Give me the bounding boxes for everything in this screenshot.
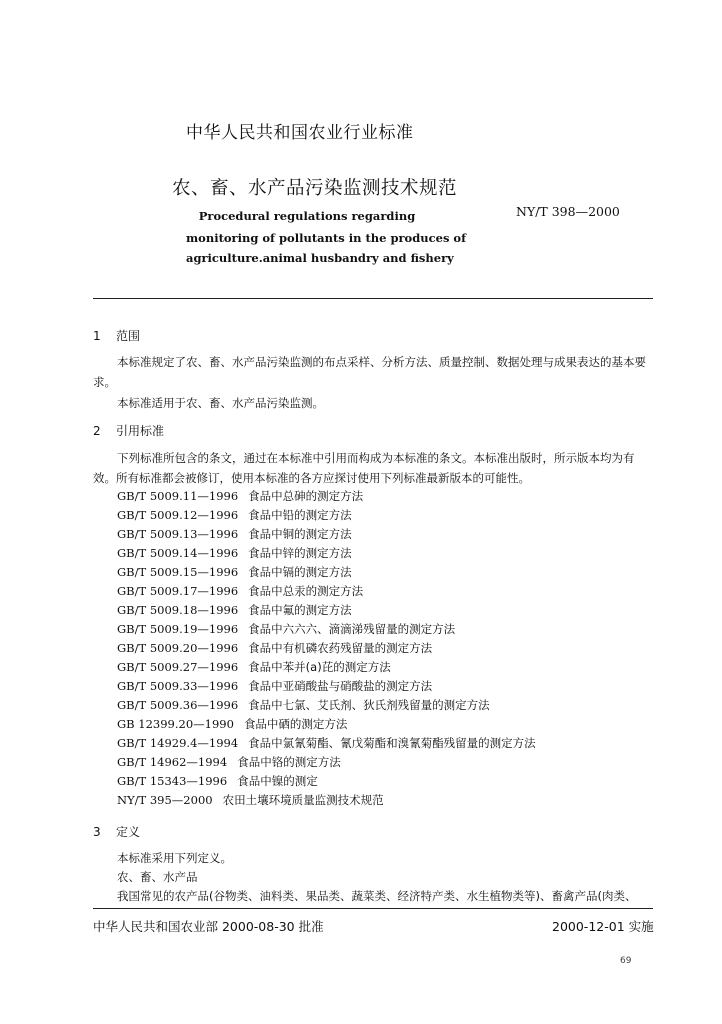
reference-code: GB/T 14929.4—1994 — [117, 736, 239, 750]
reference-code: NY/T 395—2000 — [117, 793, 213, 807]
definition-term: 农、畜、水产品 — [117, 870, 198, 884]
reference-title: 食品中苯并(a)芘的测定方法 — [248, 660, 391, 674]
reference-code: GB/T 5009.33—1996 — [117, 679, 239, 693]
reference-title: 食品中镍的测定 — [237, 774, 318, 788]
english-title-line-1: Procedural regulations regarding — [198, 209, 416, 223]
reference-code: GB/T 5009.27—1996 — [117, 660, 239, 674]
reference-code: GB/T 5009.36—1996 — [117, 698, 239, 712]
reference-code: GB/T 5009.20—1996 — [117, 641, 239, 655]
reference-title: 食品中七氯、艾氏剂、狄氏剂残留量的测定方法 — [248, 698, 490, 712]
reference-title: 食品中总砷的测定方法 — [248, 489, 364, 503]
section-number: 1 — [93, 329, 101, 343]
reference-title: 食品中镉的测定方法 — [248, 565, 352, 579]
header-divider — [93, 298, 653, 299]
definition-body: 我国常见的农产品(谷物类、油料类、果品类、蔬菜类、经济特产类、水生植物类等)、畜禽产品(肉类、 — [117, 889, 637, 903]
reference-title: 食品中铅的测定方法 — [248, 508, 352, 522]
section-references-heading — [93, 422, 164, 439]
list-item — [117, 696, 536, 715]
reference-title: 食品中铬的测定方法 — [237, 755, 341, 769]
list-item — [117, 620, 536, 639]
section-number: 3 — [93, 825, 101, 839]
reference-list — [117, 487, 536, 810]
list-item — [117, 525, 536, 544]
reference-code: GB/T 5009.17—1996 — [117, 584, 239, 598]
section-definitions-heading — [93, 823, 140, 840]
reference-title: 食品中硒的测定方法 — [243, 717, 348, 731]
reference-code: GB/T 5009.12—1996 — [117, 508, 239, 522]
effective-date: 2000-12-01 实施 — [552, 919, 654, 934]
reference-title: 食品中氯氰菊酯、氰戊菊酯和溴氰菊酯残留量的测定方法 — [248, 736, 536, 750]
list-item — [117, 677, 536, 696]
english-title-line-3: agriculture.animal husbandry and fishery — [186, 251, 454, 265]
list-item — [117, 753, 536, 772]
references-intro: 下列标准所包含的条文，通过在本标准中引用而构成为本标准的条文。本标准出版时，所示版本均为有效。所有标准都会被修订，使用本标准的各方应探讨使用下列标准最新版本的可能性。 — [93, 451, 635, 485]
reference-code: GB/T 5009.13—1996 — [117, 527, 239, 541]
list-item — [117, 544, 536, 563]
section-title: 范围 — [116, 329, 141, 343]
english-title-line-2: monitoring of pollutants in the produces of — [186, 231, 467, 245]
list-item — [117, 658, 536, 677]
industry-standard-header: 中华人民共和国农业行业标准 — [186, 123, 414, 143]
section-number: 2 — [93, 424, 101, 438]
list-item — [117, 772, 536, 791]
list-item — [117, 639, 536, 658]
reference-title: 食品中铜的测定方法 — [248, 527, 352, 541]
reference-code: GB/T 5009.18—1996 — [117, 603, 239, 617]
list-item — [117, 506, 536, 525]
footer-divider — [93, 908, 653, 909]
reference-code: GB/T 5009.19—1996 — [117, 622, 239, 636]
definitions-intro: 本标准采用下列定义。 — [117, 851, 232, 865]
section-scope-heading — [93, 327, 140, 344]
reference-title: 食品中锌的测定方法 — [248, 546, 352, 560]
reference-code: GB/T 15343—1996 — [117, 774, 228, 788]
scope-paragraph-1: 本标准规定了农、畜、水产品污染监测的布点采样、分析方法、质量控制、数据处理与成果表达的基本要求。 — [93, 355, 646, 389]
document-title: 农、畜、水产品污染监测技术规范 — [172, 178, 458, 199]
reference-title: 食品中六六六、滴滴涕残留量的测定方法 — [248, 622, 456, 636]
reference-code: GB/T 5009.11—1996 — [117, 489, 239, 503]
reference-title: 食品中亚硝酸盐与硝酸盐的测定方法 — [248, 679, 433, 693]
reference-code: GB/T 14962—1994 — [117, 755, 228, 769]
reference-title: 食品中有机磷农药残留量的测定方法 — [248, 641, 433, 655]
list-item — [117, 601, 536, 620]
reference-title: 食品中总汞的测定方法 — [248, 584, 364, 598]
reference-title: 食品中氟的测定方法 — [248, 603, 352, 617]
section-title: 定义 — [116, 825, 141, 839]
approval-date: 中华人民共和国农业部 2000-08-30 批准 — [93, 919, 324, 934]
reference-title: 农田土壤环境质量监测技术规范 — [222, 793, 384, 807]
standard-code: NY/T 398—2000 — [516, 204, 620, 219]
list-item — [117, 582, 536, 601]
list-item — [117, 563, 536, 582]
reference-code: GB 12399.20—1990 — [117, 717, 234, 731]
list-item — [117, 715, 536, 734]
reference-code: GB/T 5009.14—1996 — [117, 546, 239, 560]
section-title: 引用标准 — [116, 424, 165, 438]
scope-paragraph-2: 本标准适用于农、畜、水产品污染监测。 — [117, 396, 324, 410]
page-number: 69 — [620, 956, 632, 966]
list-item — [117, 487, 536, 506]
list-item — [117, 791, 536, 810]
reference-code: GB/T 5009.15—1996 — [117, 565, 239, 579]
list-item — [117, 734, 536, 753]
